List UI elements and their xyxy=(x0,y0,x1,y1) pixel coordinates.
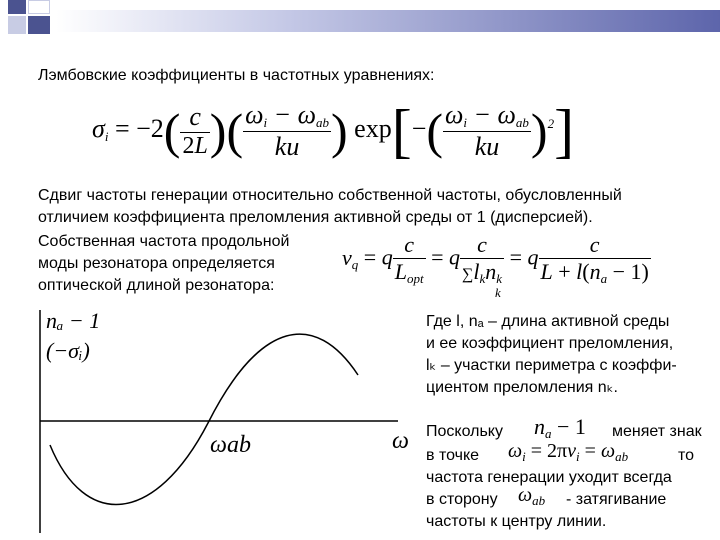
decor-square xyxy=(8,16,26,34)
dispersion-curve xyxy=(50,334,358,504)
decor-square xyxy=(28,16,50,34)
omega-ab-expr: $\omega_{ab}$ xyxy=(518,484,546,508)
pulling-text: - затягивание xyxy=(566,491,667,508)
decor-square xyxy=(28,0,50,14)
where-text-line: и ее коэффициент преломления, xyxy=(426,335,674,352)
sigma-formula: $\sigma_i = -2$( $\frac{c}{2L}$ )( $\frac{\omega_i - \omega_{ab}}{ku}$ ) exp[−( $\frac{\omega_i - \omega_{ab}}{ku}$ )$^2$] xyxy=(92,98,575,164)
nu-q-formula: $\nu_q = q$ $\frac{c}{L_{opt}}$ = q $\frac{c}{\sum l_kn_k}$ = q $\frac{c}{L + l(n_a - 1)}$ xyxy=(342,232,649,286)
center-line: частоты к центру линии. xyxy=(426,513,607,530)
decor-square xyxy=(8,0,26,14)
na-minus-1-expr: $n_a - 1$ xyxy=(534,414,586,441)
description-line: Сдвиг частоты генерации относительно собственной частоты, обусловленный xyxy=(38,187,622,204)
dispersion-graph xyxy=(30,305,430,535)
since-word: Поскольку xyxy=(426,423,503,440)
mode-text-line: оптической длиной резонатора: xyxy=(38,277,275,294)
at-point-text: в точке xyxy=(426,447,480,464)
graph-y-label: nₐ − 1 xyxy=(46,308,101,333)
direction-word: в сторону xyxy=(426,491,498,508)
description-line: отличием коэффициента преломления активной среды от 1 (дисперсией). xyxy=(38,209,593,226)
where-text-line: циентом преломления nₖ. xyxy=(426,379,618,396)
slide-title: Лэмбовские коэффициенты в частотных уравнениях: xyxy=(38,67,435,84)
sum-index: k xyxy=(495,285,501,300)
always-line: частота генерации уходит всегда xyxy=(426,469,672,486)
omega-condition-expr: $\omega_i = 2\pi\nu_i = \omega_{ab}$ xyxy=(508,440,629,464)
header-gradient-stripe xyxy=(56,10,720,32)
graph-y-label: (−σᵢ) xyxy=(46,338,90,363)
to-word: то xyxy=(678,447,695,464)
graph-omega-label: ω xyxy=(392,428,409,454)
changes-sign-text: меняет знак xyxy=(612,423,702,440)
where-text-line: Где l, nₐ – длина активной среды xyxy=(426,313,670,330)
mode-text-line: моды резонатора определяется xyxy=(38,255,275,272)
where-text-line: lₖ – участки периметра с коэффи- xyxy=(426,357,677,374)
graph-omega-ab-label: ωab xyxy=(210,432,251,458)
header-decoration xyxy=(0,0,720,40)
mode-text-line: Собственная частота продольной xyxy=(38,233,290,250)
